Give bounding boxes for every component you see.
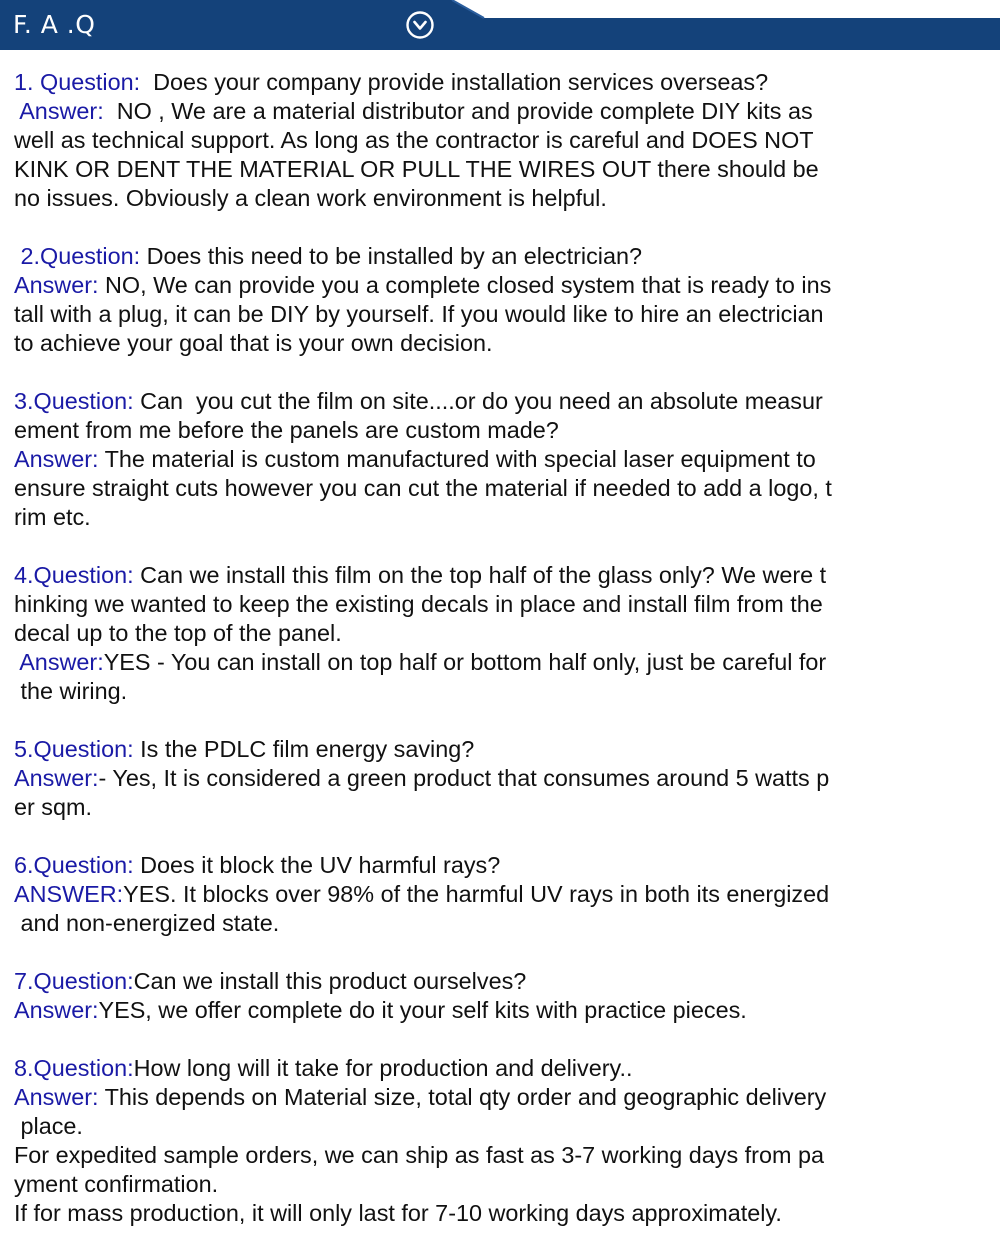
faq-line [14,242,899,271]
faq-line [14,764,899,793]
faq-line [14,155,899,184]
faq-item [14,68,899,213]
faq-text: decal up to the top of the panel. [14,620,342,646]
faq-line [14,851,899,880]
faq-text: hinking we wanted to keep the existing decals in place and install film from the [14,591,823,617]
faq-text: place. [14,1113,83,1139]
faq-line [14,735,899,764]
faq-text: no issues. Obviously a clean work environment is helpful. [14,185,607,211]
faq-line [14,677,899,706]
faq-line [14,967,899,996]
faq-text: yment confirmation. [14,1171,219,1197]
faq-text: NO, We can provide you a complete closed system that is ready to ins [98,272,832,298]
faq-item [14,1054,899,1228]
faq-line [14,445,899,474]
faq-label: Answer: [14,1084,99,1110]
faq-item [14,967,899,1025]
faq-line [14,126,899,155]
faq-text: Does your company provide installation services overseas? [140,69,769,95]
faq-text: Can we install this film on the top half of the glass only? We were t [133,562,827,588]
faq-text: The material is custom manufactured with special laser equipment to [98,446,816,472]
faq-line [14,184,899,213]
faq-line [14,1199,899,1228]
faq-label: 7.Question: [14,968,134,994]
faq-text: For expedited sample orders, we can ship as fast as 3-7 working days from pa [14,1142,824,1168]
faq-text: Does it block the UV harmful rays? [133,852,501,878]
faq-label: Answer: [14,272,99,298]
faq-line [14,416,899,445]
faq-line [14,1170,899,1199]
faq-text: well as technical support. As long as the contractor is careful and DOES NOT [14,127,814,153]
faq-item [14,387,899,532]
header-bar-shape [0,0,1000,50]
faq-text: KINK OR DENT THE MATERIAL OR PULL THE WIRES OUT there should be [14,156,819,182]
page-title: F. A .Q [13,10,96,39]
faq-text: er sqm. [14,794,92,820]
faq-text: This depends on Material size, total qty order and geographic delivery [98,1084,827,1110]
faq-line [14,329,899,358]
faq-line [14,619,899,648]
chevron-down-circle-icon[interactable] [405,10,435,40]
faq-line [14,590,899,619]
faq-line [14,561,899,590]
faq-line [14,387,899,416]
faq-line [14,880,899,909]
faq-label: 2.Question: [14,243,141,269]
faq-line [14,474,899,503]
faq-label: 8.Question: [14,1055,134,1081]
faq-text: YES. It blocks over 98% of the harmful UV rays in both its energized [123,881,830,907]
faq-text: Can you cut the film on site....or do you need an absolute measur [133,388,823,414]
faq-text: NO , We are a material distributor and provide complete DIY kits as [103,98,813,124]
faq-item [14,242,899,358]
faq-text: to achieve your goal that is your own decision. [14,330,493,356]
faq-line [14,648,899,677]
faq-text: ement from me before the panels are custom made? [14,417,559,443]
faq-label: 1. Question: [14,69,141,95]
faq-line [14,68,899,97]
faq-line [14,1054,899,1083]
faq-label: 4.Question: [14,562,134,588]
faq-item [14,851,899,938]
faq-line [14,97,899,126]
faq-text: Does this need to be installed by an electrician? [140,243,643,269]
faq-line [14,271,899,300]
faq-line [14,503,899,532]
faq-text: If for mass production, it will only last for 7-10 working days approximately. [14,1200,782,1226]
faq-line [14,300,899,329]
faq-line [14,1112,899,1141]
faq-label: 6.Question: [14,852,134,878]
faq-label: ANSWER: [14,881,124,907]
faq-text: ensure straight cuts however you can cut the material if needed to add a logo, t [14,475,832,501]
faq-text: How long will it take for production and delivery.. [133,1055,633,1081]
faq-header-bar [0,0,1000,50]
faq-text: the wiring. [14,678,128,704]
faq-text: rim etc. [14,504,91,530]
faq-item [14,561,899,706]
faq-text: Is the PDLC film energy saving? [133,736,475,762]
faq-label: Answer: [14,765,99,791]
faq-line [14,1083,899,1112]
faq-item [14,735,899,822]
faq-text: YES - You can install on top half or bottom half only, just be careful for [103,649,827,675]
faq-text: and non-energized state. [14,910,280,936]
faq-list [14,68,899,1257]
faq-text: YES, we offer complete do it your self kits with practice pieces. [98,997,747,1023]
faq-line [14,1141,899,1170]
faq-label: Answer: [14,997,99,1023]
faq-label: Answer: [14,649,104,675]
faq-label: Answer: [14,446,99,472]
faq-line [14,909,899,938]
faq-label: Answer: [14,98,104,124]
faq-label: 3.Question: [14,388,134,414]
faq-text: tall with a plug, it can be DIY by yourself. If you would like to hire an electrician [14,301,824,327]
faq-label: 5.Question: [14,736,134,762]
faq-text: Can we install this product ourselves? [133,968,527,994]
faq-text: - Yes, It is considered a green product that consumes around 5 watts p [98,765,830,791]
faq-line [14,996,899,1025]
faq-line [14,793,899,822]
